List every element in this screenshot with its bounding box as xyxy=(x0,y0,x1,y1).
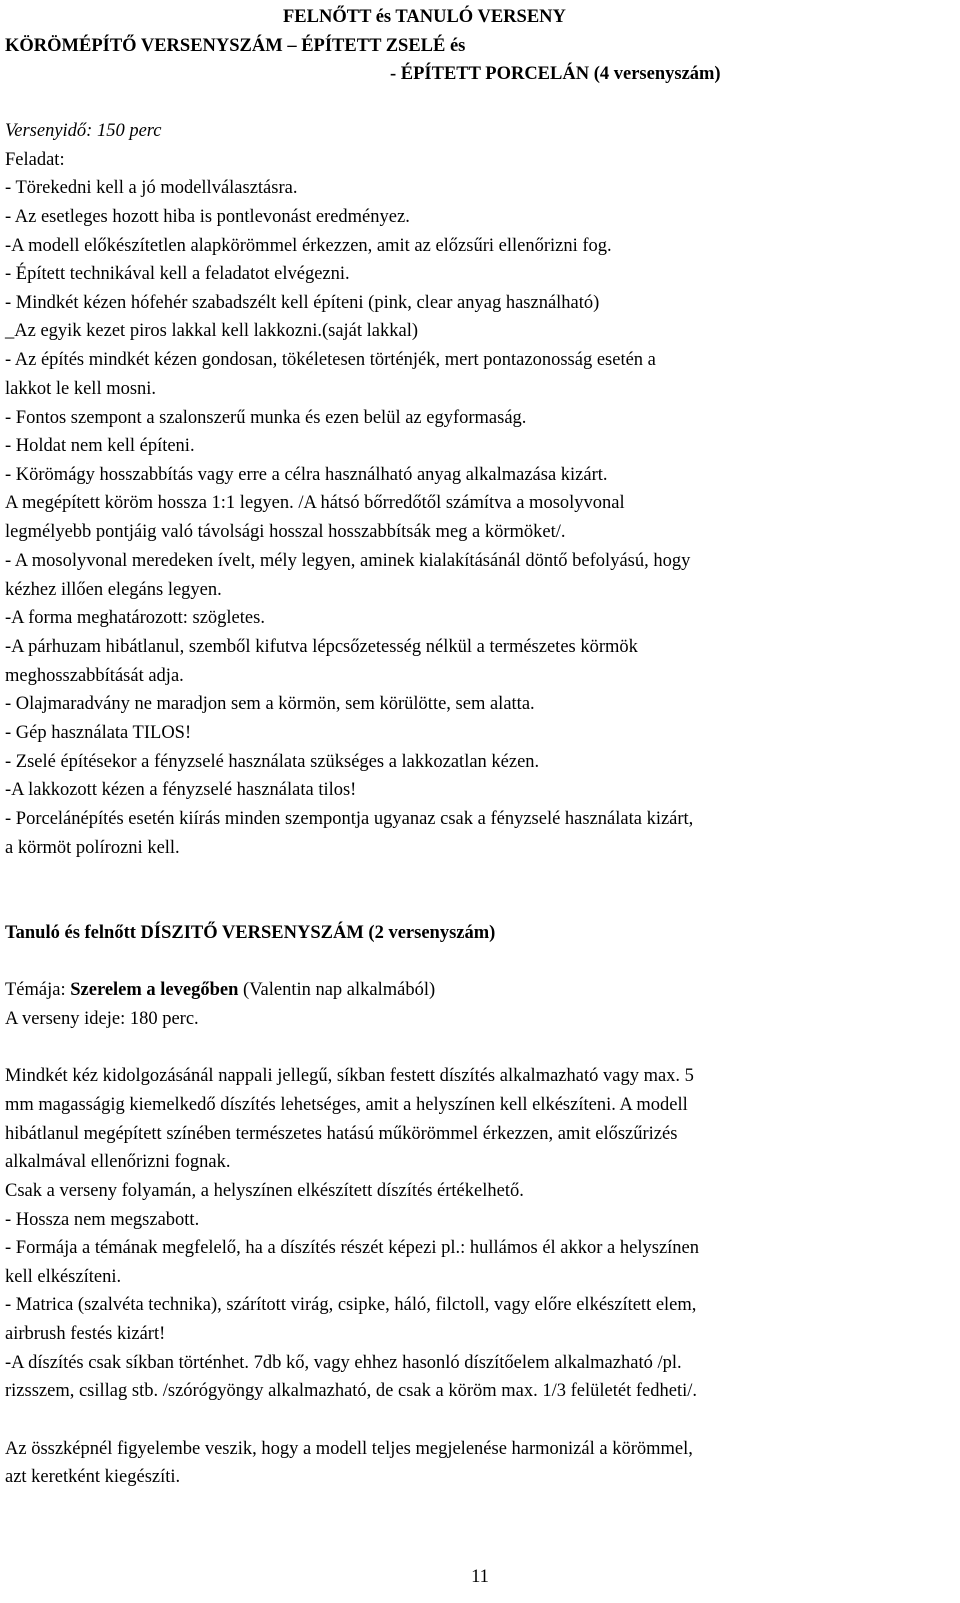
closing-line: azt keretként kiegészíti. xyxy=(5,1467,181,1487)
closing-line: Az összképnél figyelembe veszik, hogy a modell teljes megjelenése harmonizál a körömmel, xyxy=(5,1439,693,1459)
rule-line: - Porcelánépítés esetén kiírás minden szempontja ugyanaz csak a fényzselé használata kizárt, xyxy=(5,809,694,829)
decor-rule-line: -A díszítés csak síkban történhet. 7db kő, vagy ehhez hasonló díszítőelem alkalmazható /pl. xyxy=(5,1353,682,1373)
decor-rule-line: - Formája a témának megfelelő, ha a díszítés részét képezi pl.: hullámos él akkor a helyszínen xyxy=(5,1238,700,1258)
header-subtitle: KÖRÖMÉPÍTŐ VERSENYSZÁM – ÉPÍTETT ZSELÉ és xyxy=(5,36,466,56)
theme-label: Témája: xyxy=(5,980,71,1000)
rule-line: -A lakkozott kézen a fényzselé használata tilos! xyxy=(5,780,357,800)
theme-line xyxy=(5,977,435,1003)
rule-line: -A modell előkészítetlen alapkörömmel érkezzen, amit az előzsűri ellenőrizni fog. xyxy=(5,236,612,256)
rule-line: - Gép használata TILOS! xyxy=(5,723,192,743)
decor-rule-line: airbrush festés kizárt! xyxy=(5,1324,166,1344)
rule-line: lakkot le kell mosni. xyxy=(5,379,157,399)
rule-line: - Holdat nem kell építeni. xyxy=(5,436,195,456)
theme-value: Szerelem a levegőben xyxy=(70,980,239,1000)
rule-line: - Olajmaradvány ne maradjon sem a körmön, sem körülötte, sem alatta. xyxy=(5,694,535,714)
rule-line: -A párhuzam hibátlanul, szemből kifutva lépcsőzetesség nélkül a természetes körmök xyxy=(5,637,638,657)
section-heading: Tanuló és felnőtt DÍSZITŐ VERSENYSZÁM (2 versenyszám) xyxy=(5,923,496,943)
rule-line: - Zselé építésekor a fényzselé használata szükséges a lakkozatlan kézen. xyxy=(5,752,540,772)
decor-rule-line: alkalmával ellenőrizni fognak. xyxy=(5,1152,231,1172)
header-subtitle-2: - ÉPÍTETT PORCELÁN (4 versenyszám) xyxy=(390,64,721,84)
decor-rule-line: hibátlanul megépített színében természetes hatású műkörömmel érkezzen, amit előszűrizés xyxy=(5,1124,678,1144)
rule-line: _Az egyik kezet piros lakkal kell lakkozni.(saját lakkal) xyxy=(5,321,419,341)
rule-line: meghosszabbítását adja. xyxy=(5,666,184,686)
rule-line: A megépített köröm hossza 1:1 legyen. /A hátsó bőrredőtől számítva a mosolyvonal xyxy=(5,493,625,513)
rule-line: - A mosolyvonal meredeken ívelt, mély legyen, aminek kialakításánál döntő befolyású, hogy xyxy=(5,551,691,571)
decor-rule-line: mm magasságig kiemelkedő díszítés lehetséges, amit a helyszínen kell elkészíteni. A modell xyxy=(5,1095,688,1115)
rule-line: -A forma meghatározott: szögletes. xyxy=(5,608,265,628)
decor-rule-line: rizsszem, csillag stb. /szórógyöngy alkalmazható, de csak a köröm max. 1/3 felületét fedheti/. xyxy=(5,1381,697,1401)
rule-line: - Épített technikával kell a feladatot elvégezni. xyxy=(5,264,350,284)
theme-suffix: (Valentin nap alkalmából) xyxy=(238,980,436,1000)
rule-line: - Törekedni kell a jó modellválasztásra. xyxy=(5,178,298,198)
rule-line: - Fontos szempont a szalonszerű munka és ezen belül az egyformaság. xyxy=(5,408,527,428)
decor-rule-line: Mindkét kéz kidolgozásánál nappali jellegű, síkban festett díszítés alkalmazható vagy max. 5 xyxy=(5,1066,694,1086)
rule-line: a körmöt polírozni kell. xyxy=(5,838,180,858)
competition-duration: A verseny ideje: 180 perc. xyxy=(5,1009,199,1029)
task-label: Feladat: xyxy=(5,150,65,170)
decor-rule-line: - Matrica (szalvéta technika), szárított virág, csipke, háló, filctoll, vagy előre elkészített elem, xyxy=(5,1295,697,1315)
rule-line: kézhez illően elegáns legyen. xyxy=(5,580,222,600)
page-number: 11 xyxy=(471,1567,489,1587)
rule-line: - Mindkét kézen hófehér szabadszélt kell építeni (pink, clear anyag használható) xyxy=(5,293,600,313)
decor-rule-line: - Hossza nem megszabott. xyxy=(5,1210,200,1230)
rule-line: - Az esetleges hozott hiba is pontlevonást eredményez. xyxy=(5,207,410,227)
rule-line: - Körömágy hosszabbítás vagy erre a célra használható anyag alkalmazása kizárt. xyxy=(5,465,608,485)
decor-rule-line: kell elkészíteni. xyxy=(5,1267,122,1287)
decor-rule-line: Csak a verseny folyamán, a helyszínen elkészített díszítés értékelhető. xyxy=(5,1181,524,1201)
rule-line: legmélyebb pontjáig való távolsági hosszal hosszabbítsák meg a körmöket/. xyxy=(5,522,566,542)
competition-time: Versenyidő: 150 perc xyxy=(5,121,162,141)
rule-line: - Az építés mindkét kézen gondosan, tökéletesen történjék, mert pontazonosság esetén a xyxy=(5,350,656,370)
header-title: FELNŐTT és TANULÓ VERSENY xyxy=(283,7,566,27)
